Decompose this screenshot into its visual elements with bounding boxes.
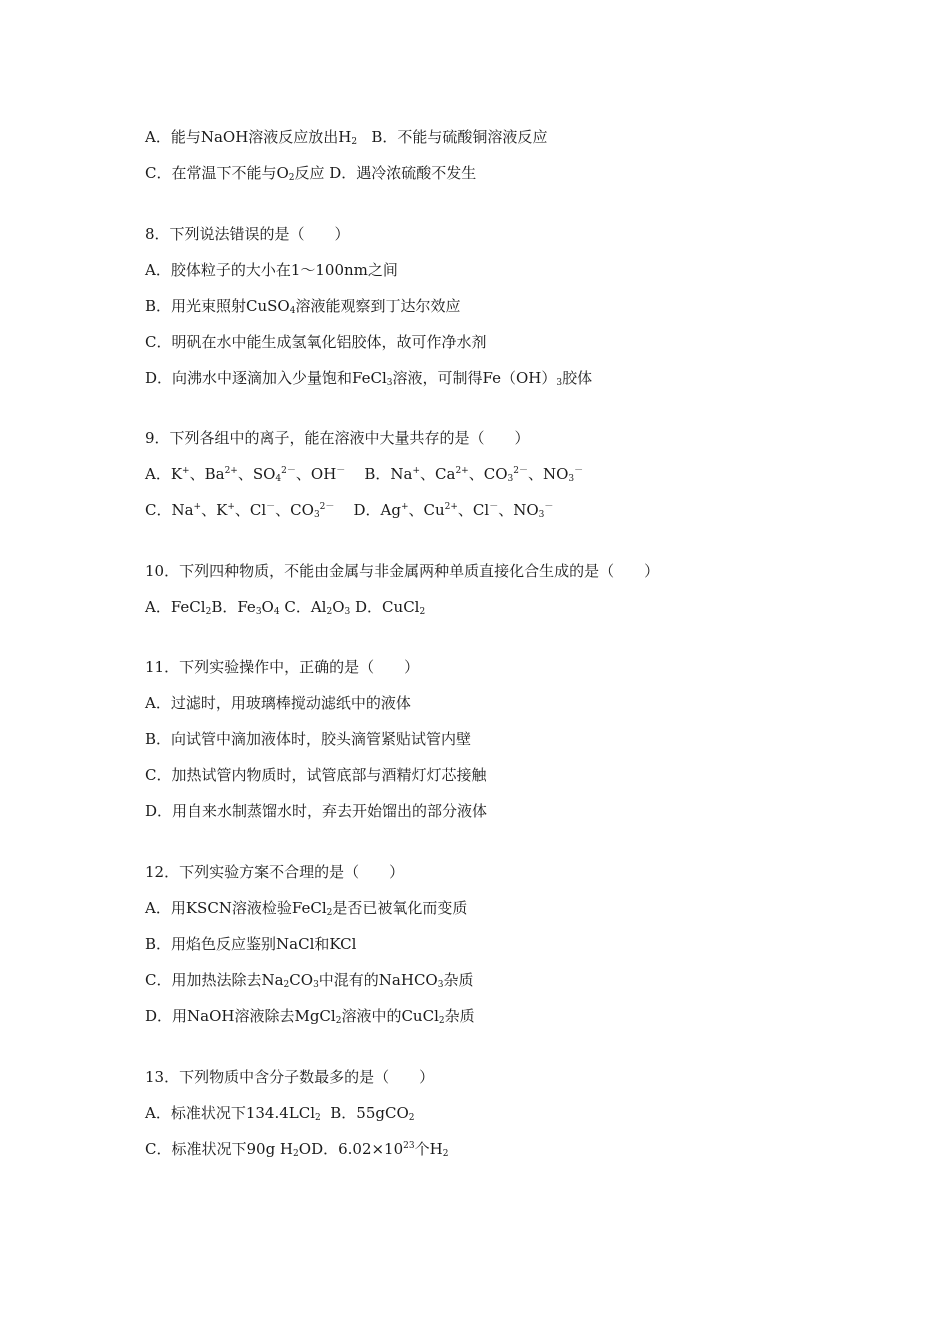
text-segment: 2 — [351, 137, 358, 147]
text-segment: 2 — [205, 607, 212, 617]
q11-option-a — [145, 693, 411, 713]
text-segment: C．Na — [145, 501, 194, 519]
text-segment: A．FeCl — [145, 598, 206, 616]
text-segment: 11．下列实验操作中，正确的是（ ） — [145, 658, 420, 676]
q11-option-b — [145, 729, 471, 749]
text-segment: A．胶体粒子的大小在1～100nm之间 — [145, 261, 398, 279]
q8-option-a — [145, 260, 398, 280]
text-segment: + — [193, 502, 202, 512]
text-segment: 3 — [437, 980, 444, 990]
text-segment: 胶体 — [562, 369, 593, 387]
text-segment: 3 — [255, 607, 262, 617]
text-segment: A．K — [145, 465, 183, 483]
text-segment: C．标准状况下90g H — [145, 1140, 294, 1158]
q8-option-c — [145, 332, 486, 352]
q9-options-ab — [145, 464, 583, 484]
text-segment: B．用光束照射CuSO — [145, 297, 290, 315]
q7-options-cd — [145, 163, 476, 183]
text-segment: + — [400, 502, 409, 512]
text-segment: 、CO — [275, 501, 314, 519]
text-segment: B．用焰色反应鉴别NaCl和KCl — [145, 935, 357, 953]
text-segment: C．Al — [279, 598, 327, 616]
text-segment: 个H — [414, 1140, 443, 1158]
text-segment: 3 — [313, 510, 320, 520]
text-segment: 2 — [288, 173, 295, 183]
text-segment: 、Cl — [457, 501, 490, 519]
q9-options-cd — [145, 500, 553, 520]
text-segment: 、SO — [237, 465, 276, 483]
text-segment: 3 — [507, 474, 514, 484]
text-segment: 2 — [419, 607, 426, 617]
q13-options-ab — [145, 1103, 415, 1123]
q11-option-d — [145, 801, 487, 821]
text-segment: － — [266, 502, 276, 512]
text-segment: 溶液，可制得Fe（OH） — [392, 369, 557, 387]
q13-stem — [145, 1067, 434, 1087]
text-segment: 、OH — [295, 465, 337, 483]
q8-option-b — [145, 296, 461, 316]
text-segment: O — [332, 598, 345, 616]
q10-options — [145, 597, 425, 617]
text-segment: C．明矾在水中能生成氢氧化铝胶体，故可作净水剂 — [145, 333, 487, 351]
text-segment: + — [182, 466, 190, 476]
text-segment: 、K — [201, 501, 228, 519]
text-segment: D．Ag — [334, 501, 401, 519]
text-segment: 2 — [293, 1149, 299, 1159]
text-segment: 23 — [403, 1141, 415, 1151]
text-segment: D．用NaOH溶液除去MgCl — [145, 1007, 336, 1025]
text-segment: 溶液中的CuCl — [341, 1007, 439, 1025]
text-segment: B．Na — [345, 465, 413, 483]
text-segment: C．在常温下不能与O — [145, 164, 289, 182]
text-segment: 4 — [289, 306, 296, 316]
text-segment: 中混有的NaHCO — [318, 971, 438, 989]
text-segment: 3 — [556, 378, 563, 388]
q12-option-d — [145, 1006, 475, 1026]
q12-stem — [145, 862, 404, 882]
text-segment: B．Fe — [211, 598, 256, 616]
text-segment: 2 — [326, 908, 333, 918]
text-segment: A．用KSCN溶液检验FeCl — [145, 899, 327, 917]
text-segment: 溶液能观察到丁达尔效应 — [295, 297, 461, 315]
text-segment: 2 — [408, 1113, 415, 1123]
text-segment: D．用自来水制蒸馏水时，弃去开始馏出的部分液体 — [145, 802, 488, 820]
text-segment: 2+ — [455, 466, 469, 476]
q9-stem — [145, 428, 530, 448]
text-segment: + — [412, 466, 421, 476]
text-segment: 、Cl — [234, 501, 267, 519]
text-segment: OD．6.02×10 — [298, 1140, 404, 1158]
text-segment: － — [336, 466, 346, 476]
text-segment: B．55gCO — [320, 1104, 409, 1122]
q11-stem — [145, 657, 419, 677]
text-segment: 、Ba — [189, 465, 225, 483]
q10-stem — [145, 561, 659, 581]
text-segment: 3 — [538, 510, 545, 520]
q8-stem — [145, 224, 350, 244]
text-segment: 9．下列各组中的离子，能在溶液中大量共存的是（ ） — [145, 429, 530, 447]
text-segment: 3 — [386, 378, 393, 388]
text-segment: 3 — [313, 980, 319, 990]
text-segment: 2 — [283, 980, 290, 990]
text-segment: 、Cu — [408, 501, 445, 519]
q12-option-b — [145, 934, 356, 954]
text-segment: 10．下列四种物质，不能由金属与非金属两种单质直接化合生成的是（ ） — [145, 562, 660, 580]
text-segment: 4 — [275, 474, 282, 484]
q11-option-c — [145, 765, 486, 785]
q13-options-cd — [145, 1139, 448, 1159]
text-segment: 3 — [568, 474, 575, 484]
text-segment: 2 — [326, 607, 333, 617]
text-segment: C．用加热法除去Na — [145, 971, 284, 989]
text-segment: － — [489, 502, 499, 512]
text-segment: 杂质 — [443, 971, 474, 989]
text-segment: 反应 D．遇冷浓硫酸不发生 — [294, 164, 477, 182]
text-segment: D．向沸水中逐滴加入少量饱和FeCl — [145, 369, 387, 387]
text-segment: 2+ — [224, 466, 238, 476]
text-segment: 2－ — [319, 502, 335, 512]
text-segment: B．向试管中滴加液体时，胶头滴管紧贴试管内壁 — [145, 730, 472, 748]
q12-option-a — [145, 898, 467, 918]
text-segment: C．加热试管内物质时，试管底部与酒精灯灯芯接触 — [145, 766, 487, 784]
text-segment: 、NO — [498, 501, 539, 519]
text-segment: D．CuCl — [350, 598, 420, 616]
text-segment: A．能与NaOH溶液反应放出H — [145, 128, 352, 146]
text-segment: － — [544, 502, 554, 512]
text-segment: A．标准状况下134.4LCl — [145, 1104, 316, 1122]
text-segment: 4 — [273, 607, 280, 617]
text-segment: 3 — [344, 607, 351, 617]
text-segment: A．过滤时，用玻璃棒搅动滤纸中的液体 — [145, 694, 411, 712]
text-segment: 2－ — [281, 466, 296, 476]
text-segment: CO — [289, 971, 314, 989]
text-segment: 2 — [315, 1113, 321, 1123]
text-segment: 12．下列实验方案不合理的是（ ） — [145, 863, 405, 881]
q8-option-d — [145, 368, 592, 388]
text-segment: 2+ — [444, 502, 458, 512]
text-segment: 2 — [442, 1149, 449, 1159]
text-segment: 、NO — [527, 465, 569, 483]
text-segment: 2 — [438, 1016, 445, 1026]
text-segment: 2－ — [513, 466, 528, 476]
text-segment: － — [574, 466, 584, 476]
text-segment: 、CO — [468, 465, 508, 483]
text-segment: 13．下列物质中含分子数最多的是（ ） — [145, 1068, 435, 1086]
text-segment: 、Ca — [420, 465, 456, 483]
q12-option-c — [145, 970, 473, 990]
text-segment: + — [227, 502, 235, 512]
q7-options-ab — [145, 127, 547, 147]
text-segment: 2 — [335, 1016, 342, 1026]
text-segment: 8．下列说法错误的是（ ） — [145, 225, 350, 243]
text-segment: 杂质 — [444, 1007, 475, 1025]
text-segment: B．不能与硫酸铜溶液反应 — [357, 128, 548, 146]
text-segment: O — [261, 598, 274, 616]
text-segment: 是否已被氧化而变质 — [332, 899, 468, 917]
